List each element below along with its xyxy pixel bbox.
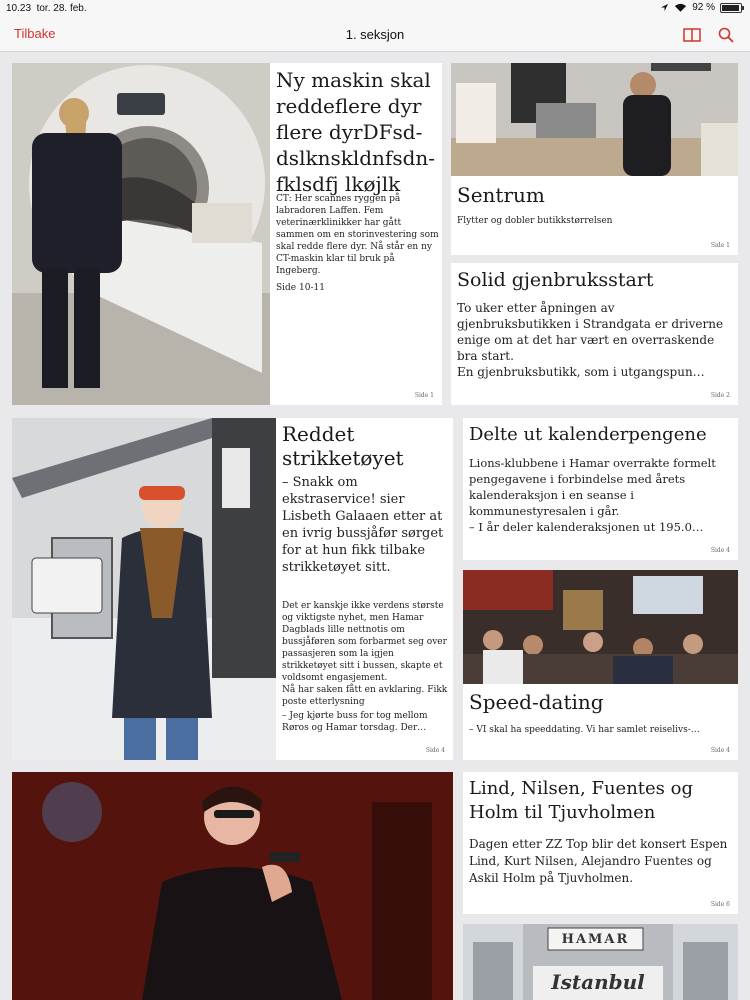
status-bar	[0, 0, 750, 18]
bus-stop-woman-photo	[12, 418, 276, 760]
article-lead: – Snakk om ekstraservice! sier Lisbeth Galaaen etter at en ivrig bussjåfør sørget for at hun fikk tilbake strikketøyet sitt.	[282, 475, 444, 575]
istanbul-sign-text: Istanbul	[551, 970, 645, 994]
page-number: Side 2	[710, 392, 730, 399]
location-icon	[660, 3, 669, 12]
article-title: Solid gjenbruksstart	[457, 269, 654, 291]
article-title: Lind, Nilsen, Fuentes og Holm til Tjuvholmen	[469, 778, 693, 823]
back-button[interactable]: Tilbake	[14, 26, 56, 41]
article-summary: Dagen etter ZZ Top blir det konsert Espen Lind, Kurt Nilsen, Alejandro Fuentes og Askil Holm på Tjuvholmen.	[469, 837, 728, 885]
article-summary: Lions-klubbene i Hamar overrakte formelt pengegavene i forbindelse med årets kalenderaksjon i en seanse i kommunestyresalen i går.	[469, 456, 716, 518]
page-number: Side 1	[710, 242, 730, 249]
battery-icon	[720, 3, 742, 13]
article-title: Ny maskin skal reddeflere dyr flere dyrDFsd-dslknskldnfsdn-fklsdfj lkøjlk	[276, 68, 436, 196]
article-card-tjuvholmen[interactable]	[463, 772, 738, 914]
article-card-building[interactable]	[463, 924, 738, 1000]
article-card-speed-dating[interactable]	[463, 570, 738, 760]
store-interior-photo	[451, 63, 738, 176]
hamar-sign-text: HAMAR	[561, 932, 630, 947]
article-summary: Flytter og dobler butikkstørrelsen	[457, 216, 613, 226]
article-card-gjenbruk[interactable]	[451, 263, 738, 405]
article-summary: – VI skal ha speeddating. Vi har samlet reiselivs-…	[469, 725, 700, 735]
article-title: Reddet strikketøyet	[282, 422, 404, 470]
article-card-sentrum[interactable]	[451, 63, 738, 255]
article-summary-more-2: – Jeg kjørte buss for tog mellom Røros og Hamar torsdag. Der…	[282, 711, 428, 733]
article-summary: To uker etter åpningen av gjenbruksbutikken i Strandgata er driverne enige om at det har vært en overraskende bra start.	[457, 301, 724, 363]
ct-scanner-photo	[12, 63, 270, 405]
battery-percent: 92 %	[692, 2, 715, 13]
concert-singer-photo	[12, 772, 453, 1000]
search-icon[interactable]	[716, 25, 736, 45]
article-card-ct-machine[interactable]	[12, 63, 442, 405]
article-summary-more: En gjenbruksbutikk, som i utgangspun…	[457, 365, 705, 379]
page-number: Side 6	[710, 901, 730, 908]
nav-bar	[0, 18, 750, 52]
status-right	[660, 2, 742, 13]
page-number: Side 1	[414, 392, 434, 399]
section-title: 1. seksjon	[345, 27, 405, 42]
article-card-concert[interactable]	[12, 772, 453, 1000]
article-summary: CT: Her scannes ryggen på labradoren Laffen. Fem veterinærklinikker har gått sammen om en storinvestering som skal redde flere dyr. Nå står en ny CT-maskin klar til bruk på Ingeberg.	[276, 194, 439, 276]
article-title: Delte ut kalenderpengene	[469, 424, 707, 445]
wifi-icon	[674, 3, 687, 13]
restaurant-event-photo	[463, 570, 738, 684]
page-number: Side 4	[710, 747, 730, 754]
status-time: 10.23 tor. 28. feb.	[6, 3, 87, 14]
article-card-strikketoy[interactable]	[12, 418, 453, 760]
page-number: Side 4	[710, 547, 730, 554]
article-summary-more: Nå har saken fått en avklaring. Fikk poste etterlysning	[282, 685, 448, 707]
article-summary-more: – I år deler kalenderaksjonen ut 195.0…	[469, 520, 704, 534]
article-title: Speed-dating	[469, 690, 604, 714]
pages-view-icon[interactable]	[682, 25, 702, 45]
article-page-ref: Side 10-11	[276, 283, 325, 293]
article-title: Sentrum	[457, 183, 545, 207]
article-summary: Det er kanskje ikke verdens største og viktigste nyhet, men Hamar Dagblads lille nettnotis om bussjåføren som forbarmet seg over passasjeren som la igjen strikketøyet sitt i bussen, skapte et voldsomt engasjement.	[282, 601, 447, 683]
page-number: Side 4	[425, 747, 445, 754]
article-card-kalenderpenger[interactable]	[463, 418, 738, 560]
